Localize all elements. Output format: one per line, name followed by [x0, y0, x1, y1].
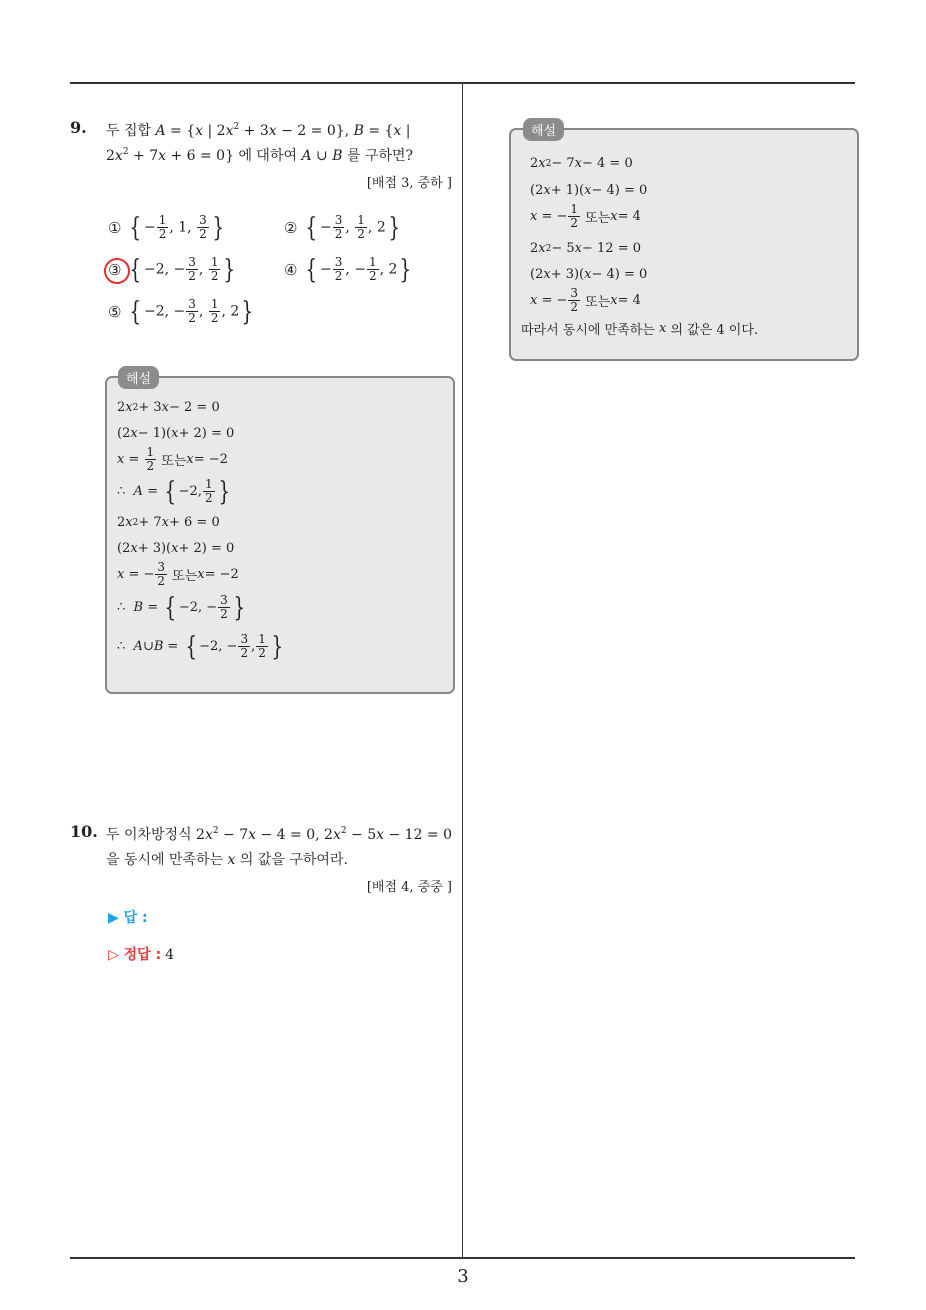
question-10-line-2: 을 동시에 만족하는 x 의 값을 구하여라.	[106, 852, 348, 868]
solution-9-line: ∴ A ∪ B = { −2, − $\frac{3}{2}$ , $\frac{1}{2}$ }	[117, 631, 283, 662]
option-1[interactable]: ① { − $\frac{1}{2}$ , 1, $\frac{3}{2}$ }	[108, 212, 224, 243]
question-9-line-1: 두 집합 A = {x | $2x^2 + 3x - 2 = 0$}, B = {x |	[106, 122, 411, 139]
solution-10-line: x = − $\frac{1}{2}$ 또는 x = 4	[530, 202, 641, 230]
solution-9-line: (2 x − 1)( x + 2) = 0	[117, 426, 235, 441]
option-5[interactable]: ⑤ { −2, − $\frac{3}{2}$ , $\frac{1}{2}$ , 2}	[108, 296, 254, 327]
bottom-rule	[70, 1257, 855, 1259]
correct-answer-label: ▷ 정답 :	[108, 947, 162, 963]
solution-9-line: ∴ A = { −2, $\frac{1}{2}$ }	[117, 476, 230, 507]
correct-answer-value: 4	[165, 947, 175, 963]
option-4[interactable]: ④ { − $\frac{3}{2}$ , − $\frac{1}{2}$ , 2}	[284, 254, 412, 285]
solution-9-line: 2 x 2 + 3 x − 2 = 0	[117, 400, 220, 415]
solution-tag-10: 해설	[523, 118, 564, 141]
question-10-line-1: 두 이차방정식 $2x^2 - 7x - 4 = 0$, $2x^2 - 5x - 12 = 0$	[106, 826, 453, 843]
question-9-line-2: $2x^2 + 7x + 6 = 0$} 에 대하여 A ∪ B 를 구하면?	[106, 147, 414, 164]
solution-9-line: 2 x 2 + 7 x + 6 = 0	[117, 515, 220, 530]
solution-9-line: x = − $\frac{3}{2}$ 또는 x = −2	[117, 560, 239, 588]
solution-10-conclusion: 따라서 동시에 만족하는 x 의 값은 4 이다.	[521, 321, 759, 338]
solution-10-line: x = − $\frac{3}{2}$ 또는 x = 4	[530, 286, 641, 314]
question-9-number: 9.	[70, 118, 87, 137]
question-9-score: [배점 3, 중하 ]	[366, 176, 452, 191]
option-2[interactable]: ② { − $\frac{3}{2}$ , $\frac{1}{2}$ , 2}	[284, 212, 400, 243]
solution-10-line: (2 x + 3)( x − 4) = 0	[530, 267, 648, 282]
question-10-score: [배점 4, 중중 ]	[366, 880, 452, 895]
answer-input-label[interactable]: ▶ 답 :	[108, 910, 148, 926]
solution-10-line: (2 x + 1)( x − 4) = 0	[530, 183, 648, 198]
solution-tag-9: 해설	[118, 366, 159, 389]
question-10-number: 10.	[70, 822, 98, 841]
solution-9-line: x = $\frac{1}{2}$ 또는 x = −2	[117, 445, 228, 473]
option-3[interactable]: ③ { −2, − $\frac{3}{2}$ , $\frac{1}{2}$ }	[108, 254, 236, 285]
solution-10-line: 2 x 2 − 7 x − 4 = 0	[530, 156, 633, 171]
page-number: 3	[457, 1266, 469, 1287]
solution-9-line: ∴ B = { −2, − $\frac{3}{2}$ }	[117, 592, 245, 623]
column-divider	[462, 84, 463, 1258]
solution-10-line: 2 x 2 − 5 x − 12 = 0	[530, 241, 641, 256]
solution-9-line: (2 x + 3)( x + 2) = 0	[117, 541, 235, 556]
correct-answer	[108, 944, 174, 964]
